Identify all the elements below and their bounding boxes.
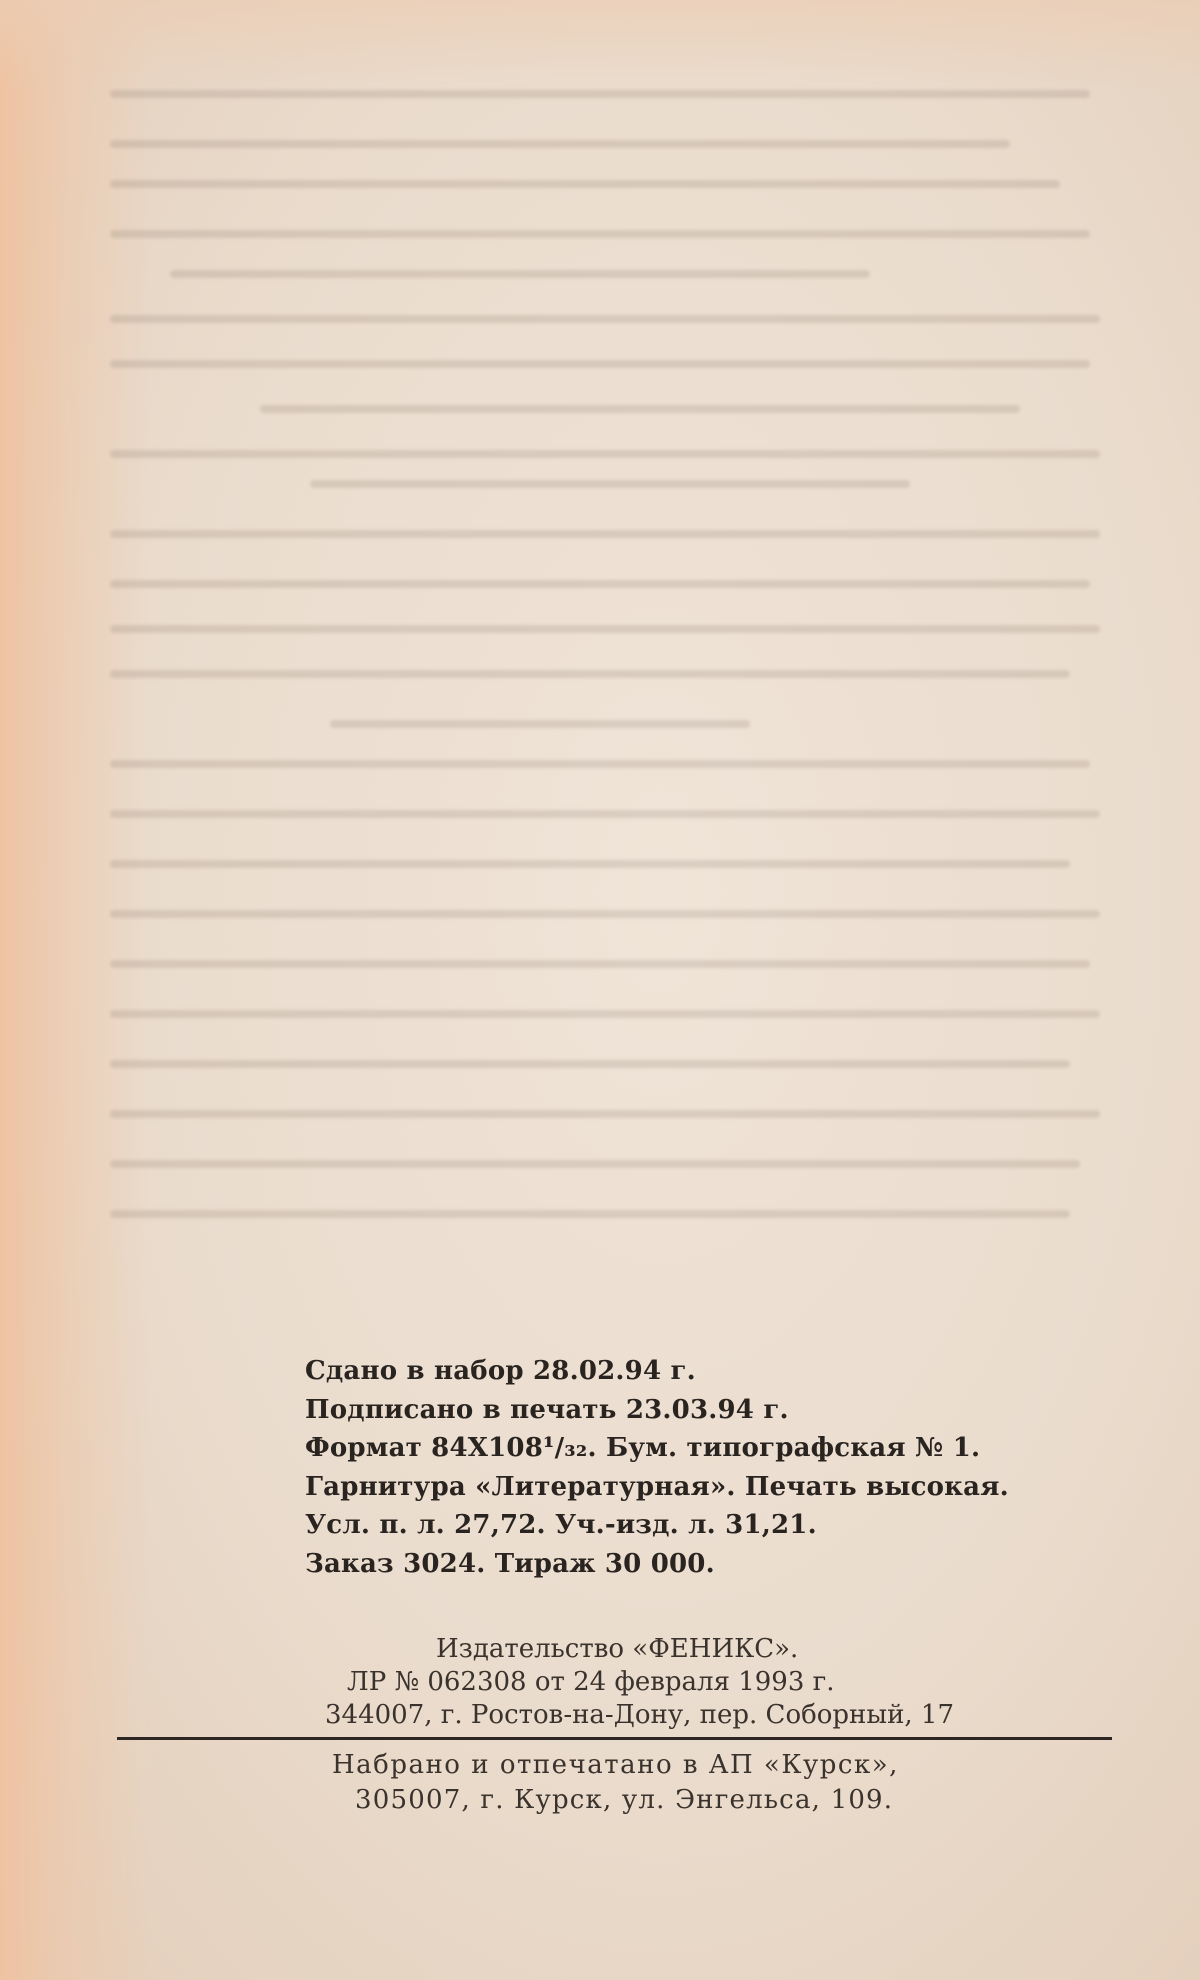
- printer-address: 305007, г. Курск, ул. Энгельса, 109.: [355, 1785, 894, 1815]
- publisher-name: Издательство «ФЕНИКС».: [436, 1634, 799, 1664]
- imprint-format: Формат 84Х108¹/₃₂. Бум. типографская № 1.: [305, 1433, 981, 1463]
- page-top-shading: [0, 0, 1200, 90]
- imprint-order: Заказ 3024. Тираж 30 000.: [305, 1548, 715, 1579]
- publisher-address: 344007, г. Ростов-на-Дону, пер. Соборный, 17: [325, 1700, 955, 1730]
- imprint-typeset-date: Сдано в набор 28.02.94 г.: [305, 1356, 696, 1386]
- publisher-block: [0, 1633, 1200, 1732]
- printer-name: Набрано и отпечатано в АП «Курск»,: [332, 1750, 899, 1780]
- printer-block: [0, 1748, 1200, 1818]
- imprint-typeface: Гарнитура «Литературная». Печать высокая.: [305, 1471, 1009, 1502]
- publisher-license: ЛР № 062308 от 24 февраля 1993 г.: [347, 1667, 835, 1697]
- show-through-text: [110, 60, 1160, 1280]
- imprint-signed-date: Подписано в печать 23.03.94 г.: [305, 1394, 789, 1425]
- imprint-sheets: Усл. п. л. 27,72. Уч.-изд. л. 31,21.: [305, 1510, 817, 1540]
- imprint-block: [305, 1352, 1009, 1583]
- divider-rule: [117, 1737, 1112, 1740]
